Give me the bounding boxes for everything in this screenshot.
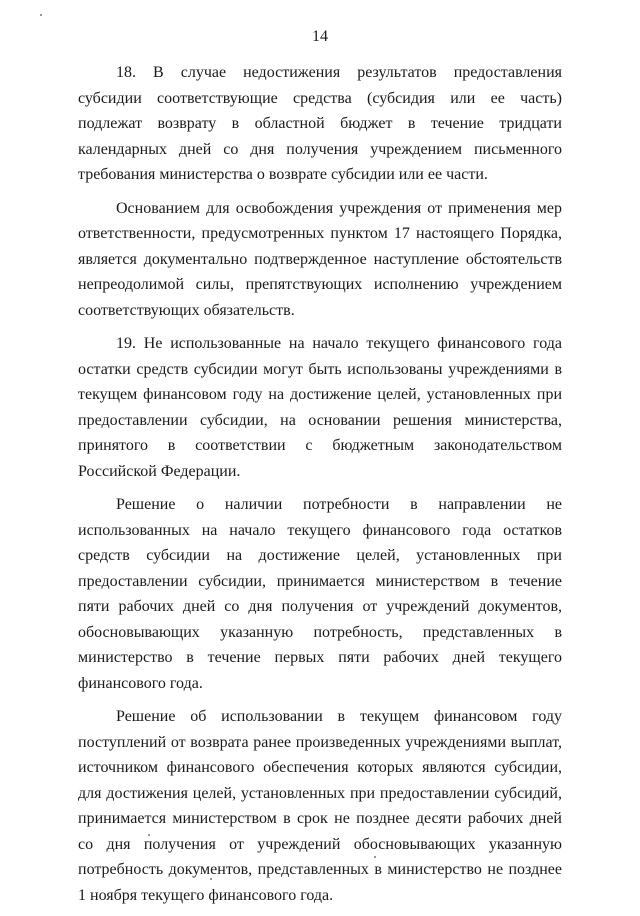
page-number: 14	[312, 28, 328, 45]
paragraph-18: 18. В случае недостижения результатов предоставления субсидии соответствующие средства (субсидия или ее часть) подлежат возврату в областной бюджет в течение тридцати календарных дней со дня получения учреждением письменного требования министерства о возврате субсидии или ее части.	[78, 64, 562, 183]
paragraph-19: 19. Не использованные на начало текущего финансового года остатки средств субсидии могут быть использованы учреждениями в текущем финансовом году на достижение целей, установленных при предоставлении субсидии, на основании решения министерства, принятого в соответствии с бюджетным законодательством Российской Федерации.	[78, 335, 562, 480]
paragraph-returned-payments-decision: Решение об использовании в текущем финансовом году поступлений от возврата ранее произведенных учреждениями выплат, источником финансового обеспечения которых являются субсидии, для достижения целей, установленных при предоставлении субсидий, принимается министерством в срок не позднее десяти рабочих дней со дня получения от учреждений обосновывающих указанную потребность документов, представленных в министерство не позднее 1 ноября текущего финансового года.	[78, 708, 562, 904]
paragraph-force-majeure: Основанием для освобождения учреждения от применения мер ответственности, предусмотренных пунктом 17 настоящего Порядка, является документально подтвержденное наступление обстоятельств непреодолимой силы, препятствующих исполнению учреждением соответствующих обязательств.	[78, 199, 562, 319]
paragraph-remaining-funds-decision: Решение о наличии потребности в направлении не использованных на начало текущего финансового года остатков средств субсидии на достижение целей, установленных при предоставлении субсидии, принимается министерством в течение пяти рабочих дней со дня получения от учреждений документов, обосновывающих указанную потребность, представленных в министерство в течение первых пяти рабочих дней текущего финансового года.	[78, 496, 562, 692]
document-body	[78, 60, 562, 916]
